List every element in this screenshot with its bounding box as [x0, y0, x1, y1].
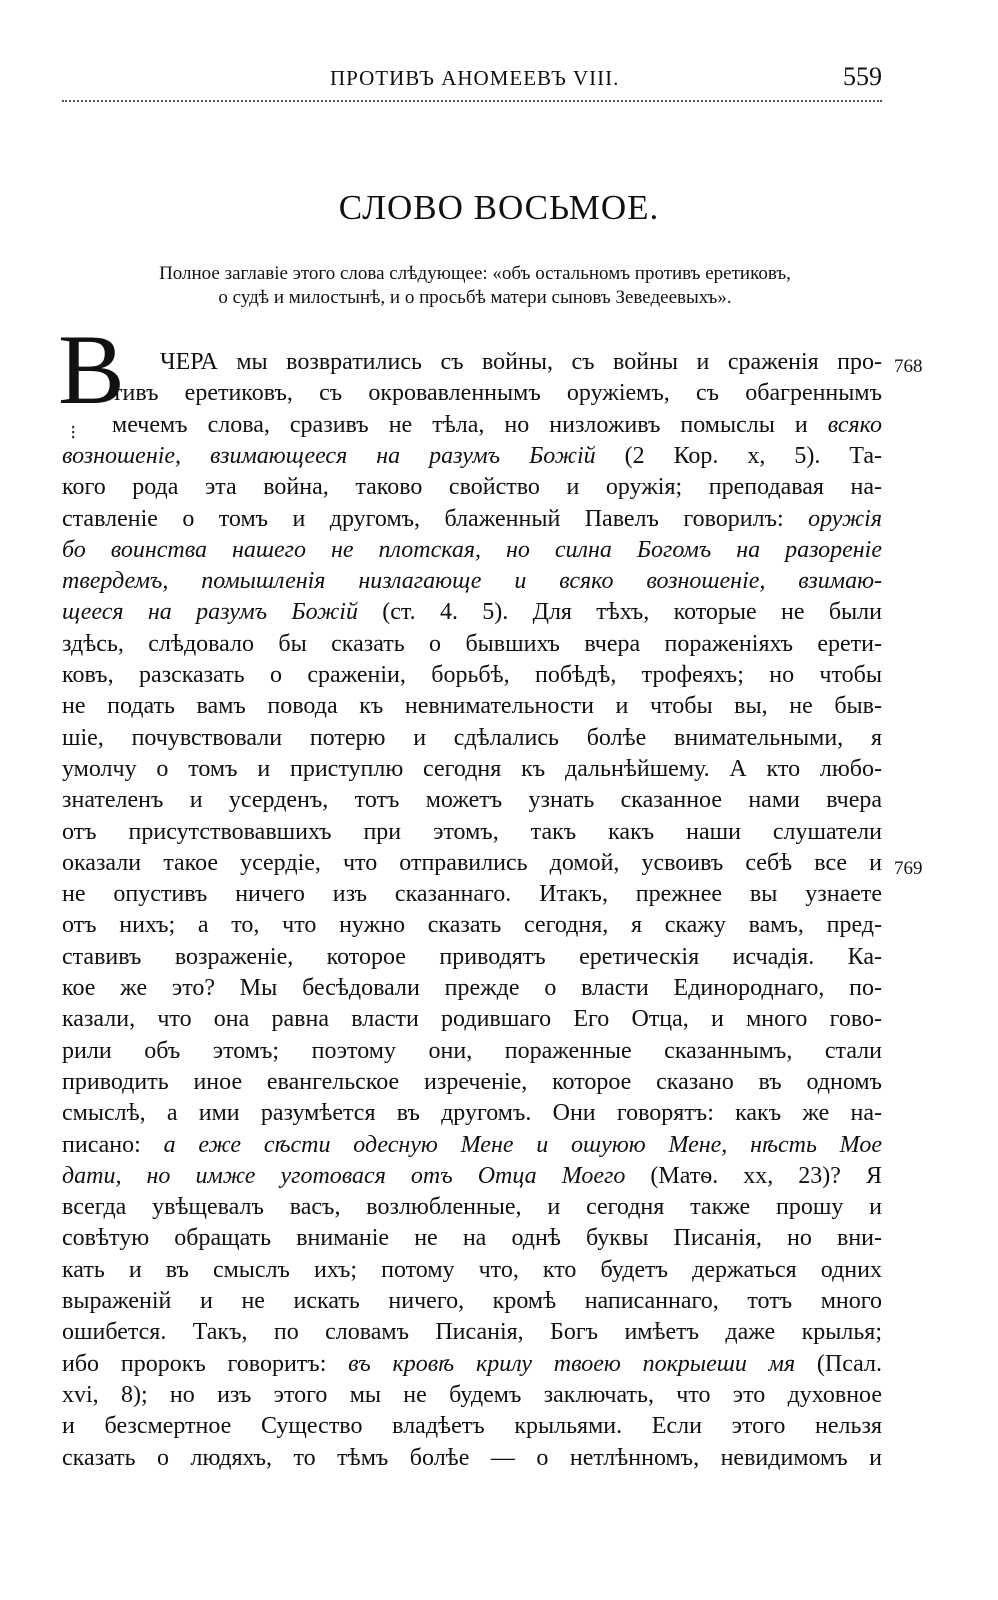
italic-quote: возношеніе, взимающееся на разумъ Божій — [62, 442, 596, 469]
text-line — [62, 1191, 882, 1223]
text-run: знателенъ и усерденъ, тотъ можетъ узнать сказанное нами вчера — [62, 787, 882, 814]
text-run: совѣтую обращать вниманіе не на однѣ буквы Писанія, но вни- — [62, 1225, 882, 1252]
text-line — [62, 941, 882, 973]
italic-quote: въ кровѣ крилу твоею покрыеши мя — [348, 1350, 796, 1377]
text-run: оказали такое усердіе, что отправились домой, усвоивъ себѣ все и — [62, 849, 882, 876]
text-line — [62, 847, 882, 879]
text-line — [62, 1348, 882, 1380]
text-line — [62, 1410, 882, 1442]
text-run: умолчу о томъ и приступлю сегодня къ дальнѣйшему. А кто любо- — [62, 755, 882, 782]
text-run: не опустивъ ничего изъ сказаннаго. Итакъ, прежнее вы узнаете — [62, 881, 882, 908]
text-run: ЧЕРА мы возвратились съ войны, съ войны и сраженія про- — [160, 349, 882, 375]
text-run: (ст. 4. 5). Для тѣхъ, которые не были — [357, 599, 882, 626]
text-line — [112, 377, 882, 409]
text-run: кого рода эта война, таково свойство и оружія; преподавая на- — [62, 474, 882, 501]
text-run: не подать вамъ повода къ невнимательности и чтобы вы, не быв- — [62, 693, 882, 720]
text-line — [62, 534, 882, 566]
text-line — [62, 753, 882, 785]
margin-number: 768 — [894, 356, 923, 377]
italic-quote: дати, но имже уготовася отъ Отца Моего — [62, 1162, 626, 1189]
text-line — [62, 972, 882, 1004]
text-run: ковъ, разсказать о сраженіи, борьбѣ, побѣдѣ, трофеяхъ; но чтобы — [62, 662, 882, 688]
text-run: ставленіе о томъ и другомъ, блаженный Павелъ говорилъ: — [62, 505, 809, 532]
text-run: рили объ этомъ; поэтому они, пораженные сказаннымъ, стали — [62, 1037, 882, 1064]
text-line — [62, 1035, 882, 1067]
text-run: сказать о людяхъ, то тѣмъ болѣе — о нетлѣнномъ, невидимомъ и — [62, 1444, 882, 1471]
text-run: смыслѣ, а ими разумѣется въ другомъ. Они говорятъ: какъ же на- — [62, 1100, 882, 1127]
text-run: отъ присутствовавшихъ при этомъ, такъ какъ наши слушатели — [62, 818, 882, 845]
text-run: кать и въ смыслъ ихъ; потому что, кто будетъ держаться одних — [62, 1256, 882, 1283]
text-run: писано: — [62, 1131, 164, 1158]
text-run: тивъ еретиковъ, съ окровавленнымъ оружіемъ, съ обагреннымъ — [112, 380, 882, 407]
italic-quote: щееся на разумъ Божій — [62, 599, 358, 626]
text-run: выраженій и не искать ничего, кромѣ написаннаго, тотъ много — [62, 1288, 882, 1314]
text-run: (Матѳ. хх, 23)? Я — [625, 1162, 882, 1189]
text-line — [62, 909, 882, 941]
drop-cap: В — [58, 314, 125, 425]
page-number: 559 — [843, 62, 882, 91]
text-line — [62, 690, 882, 722]
text-run: (Псал. — [795, 1350, 883, 1377]
italic-quote: твердемъ, помышленія низлагающе и всяко возношеніе, взимаю- — [62, 568, 882, 595]
text-run: казали, что она равна власти родившаго Его Отца, и много гово- — [62, 1006, 882, 1033]
text-line — [62, 659, 882, 691]
text-line — [62, 503, 882, 535]
text-line — [62, 1129, 882, 1161]
margin-number: 769 — [894, 858, 923, 879]
chapter-title: СЛОВО ВОСЬМОЕ. — [338, 188, 660, 227]
text-line — [62, 816, 882, 848]
italic-quote: оружія — [808, 505, 882, 532]
text-run: шіе, почувствовали потерю и сдѣлались болѣе внимательными, я — [62, 724, 882, 751]
text-line — [62, 1442, 882, 1474]
text-line — [62, 440, 882, 472]
text-line — [112, 409, 882, 441]
text-line — [160, 346, 882, 378]
running-title: ПРОТИВЪ АНОМЕЕВЪ VIII. — [330, 66, 620, 90]
text-line — [62, 596, 882, 628]
text-line — [62, 1222, 882, 1254]
text-line — [62, 784, 882, 816]
text-run: приводить иное евангельское изреченіе, которое сказано въ одномъ — [62, 1068, 882, 1095]
ornament-icon: ⁝ — [70, 422, 77, 444]
italic-quote: всяко — [827, 411, 882, 438]
text-run: (2 Кор. x, 5). Та- — [595, 442, 882, 469]
text-line — [62, 565, 882, 597]
text-line — [62, 1316, 882, 1348]
text-run: всегда увѣщевалъ васъ, возлюбленные, и сегодня также прошу и — [62, 1194, 882, 1221]
subtitle-line: о судѣ и милостынѣ, и о просьбѣ матери сыновъ Зеведеевыхъ». — [218, 287, 732, 308]
text-run: здѣсь, слѣдовало бы сказать о бывшихъ вчера пораженіяхъ ерети- — [62, 630, 882, 657]
text-run: отъ нихъ; а то, что нужно сказать сегодня, я скажу вамъ, пред- — [62, 912, 882, 939]
text-line — [62, 1379, 882, 1411]
running-header — [62, 58, 882, 98]
subtitle-line: Полное заглавіе этого слова слѣдующее: «объ остальномъ противъ еретиковъ, — [159, 263, 791, 284]
text-line — [62, 1003, 882, 1035]
text-run: ибо пророкъ говоритъ: — [62, 1350, 349, 1377]
text-line — [62, 1254, 882, 1286]
text-line — [62, 1097, 882, 1129]
text-run: кое же это? Мы бесѣдовали прежде о власти Единороднаго, по- — [62, 975, 882, 1001]
italic-quote: бо воинства нашего не плотская, но силна Богомъ на разореніе — [62, 536, 882, 563]
text-run: мечемъ слова, сразивъ не тѣла, но низложивъ помыслы и — [112, 411, 828, 438]
subtitle — [60, 262, 890, 310]
text-line — [62, 878, 882, 910]
header-rule — [62, 100, 882, 102]
text-line — [62, 1285, 882, 1317]
italic-quote: а еже сѣсти одесную Мене и ошуюю Мене, нѣсть Мое — [163, 1131, 882, 1158]
text-run: и безсмертное Существо владѣетъ крыльями. Если этого нельзя — [62, 1413, 882, 1440]
text-line — [62, 1160, 882, 1192]
text-line — [62, 1066, 882, 1098]
text-line — [62, 722, 882, 754]
text-run: xvi, 8); но изъ этого мы не будемъ заключать, что это духовное — [62, 1381, 882, 1408]
text-run: ошибется. Такъ, по словамъ Писанія, Богъ имѣетъ даже крылья; — [62, 1319, 882, 1346]
text-line — [62, 628, 882, 660]
text-run: ставивъ возраженіе, которое приводятъ еретическія исчадія. Ка- — [62, 943, 882, 970]
text-line — [62, 471, 882, 503]
